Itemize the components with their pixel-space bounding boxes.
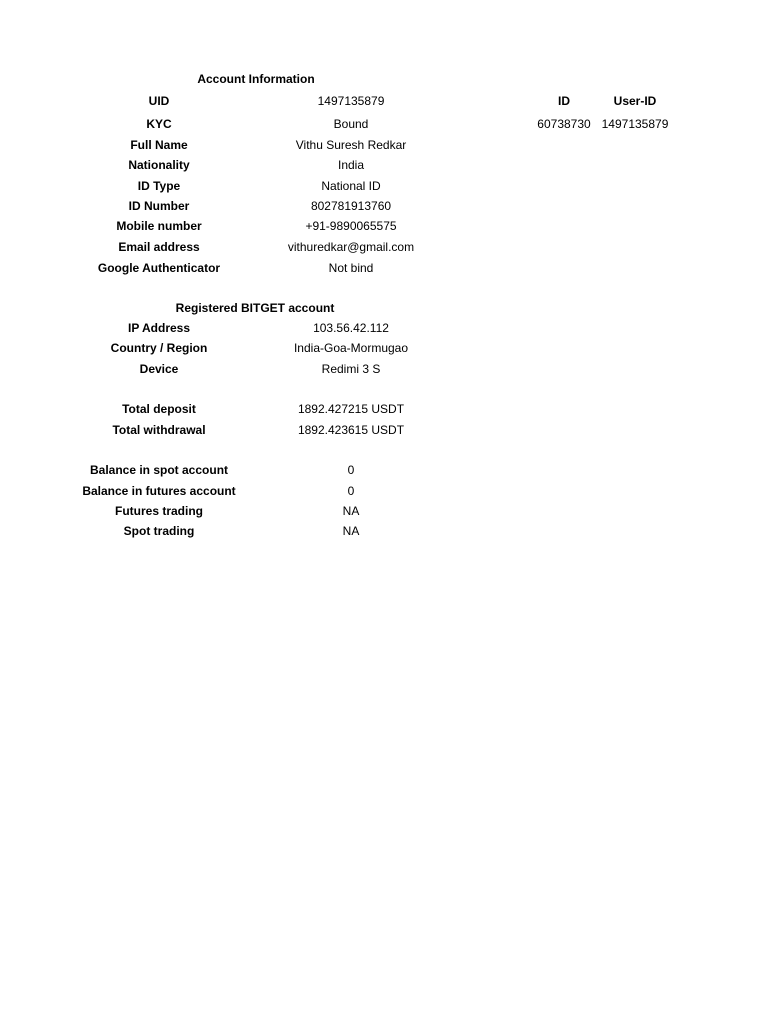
total-withdrawal-value: 1892.423615 USDT	[297, 423, 405, 437]
spot-balance-label: Balance in spot account	[89, 463, 229, 477]
email-label: Email address	[118, 240, 200, 254]
device-label: Device	[139, 362, 179, 376]
registered-title: Registered BITGET account	[175, 301, 335, 315]
google-authenticator-value: Not bind	[328, 261, 374, 275]
id-type-value: National ID	[321, 179, 381, 193]
ip-address-label: IP Address	[127, 321, 191, 335]
full-name-label: Full Name	[130, 138, 188, 152]
mobile-number-label: Mobile number	[116, 219, 202, 233]
id-header: ID	[558, 94, 570, 108]
id-number-label: ID Number	[128, 199, 190, 213]
total-withdrawal-label: Total withdrawal	[112, 423, 206, 437]
ip-address-value: 103.56.42.112	[313, 321, 389, 335]
device-value: Redimi 3 S	[321, 362, 381, 376]
spot-trading-label: Spot trading	[123, 524, 195, 538]
total-deposit-label: Total deposit	[122, 402, 196, 416]
futures-balance-value: 0	[347, 484, 355, 498]
spot-balance-value: 0	[347, 463, 355, 477]
account-info-title: Account Information	[197, 72, 315, 86]
futures-balance-label: Balance in futures account	[82, 484, 236, 498]
futures-trading-label: Futures trading	[114, 504, 204, 518]
id-type-label: ID Type	[137, 179, 181, 193]
nationality-value: India	[337, 158, 365, 172]
kyc-value: Bound	[333, 117, 369, 131]
spot-trading-value: NA	[342, 524, 360, 538]
uid-value: 1497135879	[317, 94, 385, 108]
email-value: vithuredkar@gmail.com	[287, 240, 415, 254]
country-region-value: India-Goa-Mormugao	[293, 341, 409, 355]
mobile-number-value: +91-9890065575	[305, 219, 397, 233]
id-cell: 60738730	[537, 117, 591, 131]
id-number-value: 802781913760	[310, 199, 392, 213]
nationality-label: Nationality	[128, 158, 190, 172]
google-authenticator-label: Google Authenticator	[97, 261, 221, 275]
user-id-cell: 1497135879	[601, 117, 669, 131]
country-region-label: Country / Region	[110, 341, 208, 355]
user-id-header: User-ID	[613, 94, 657, 108]
futures-trading-value: NA	[342, 504, 360, 518]
kyc-label: KYC	[146, 117, 172, 131]
full-name-value: Vithu Suresh Redkar	[295, 138, 407, 152]
total-deposit-value: 1892.427215 USDT	[297, 402, 405, 416]
uid-label: UID	[148, 94, 170, 108]
